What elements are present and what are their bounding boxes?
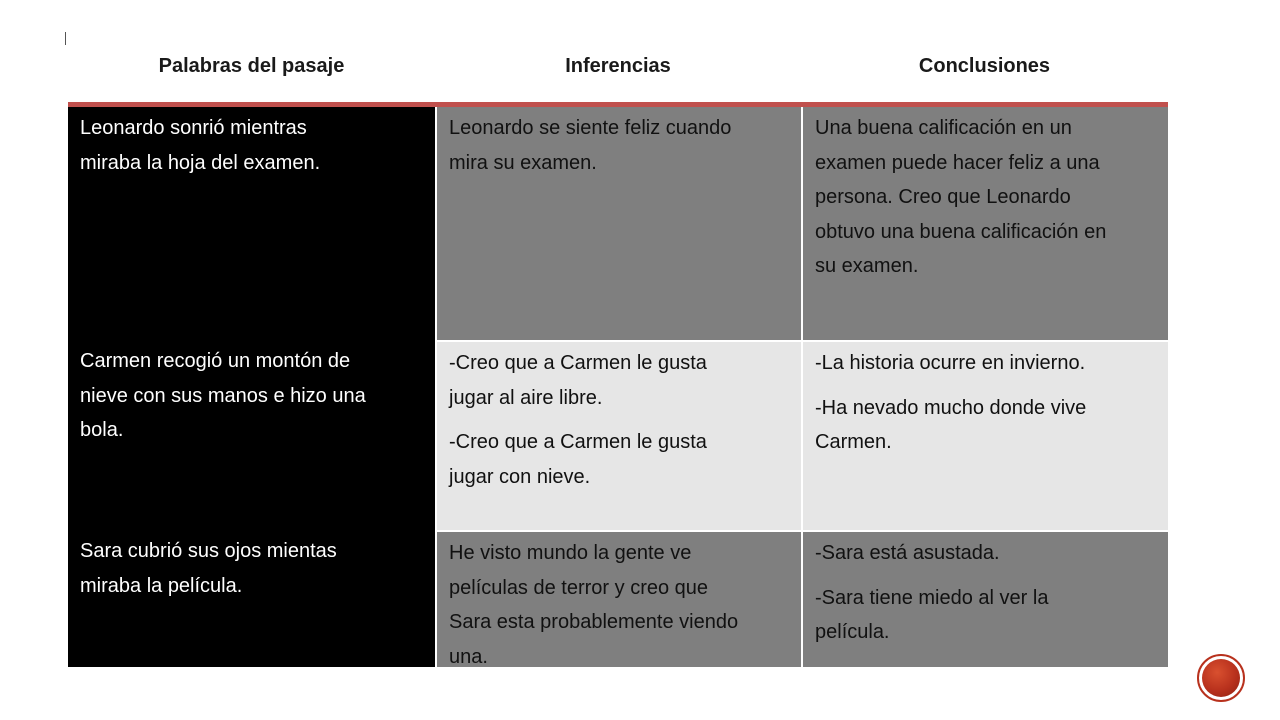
inference-paragraph — [449, 536, 787, 674]
conclusion-line: -Ha nevado mucho donde vive — [815, 396, 1087, 419]
passage-line: bola. — [80, 419, 124, 441]
inference-cell — [435, 530, 801, 667]
inference-line: -Creo que a Carmen le gusta — [449, 352, 707, 374]
inference-table — [68, 30, 1168, 667]
passage-line: miraba la hoja del examen. — [80, 151, 321, 174]
inference-line: Sara esta probablemente viendo — [449, 611, 739, 633]
inference-line: jugar con nieve. — [449, 465, 591, 488]
header-passage: Palabras del pasaje — [158, 54, 345, 77]
conclusion-paragraph — [815, 111, 1154, 284]
header-conclusions: Conclusiones — [918, 54, 1051, 77]
circle-button-icon — [1202, 659, 1240, 697]
conclusion-cell — [801, 340, 1168, 530]
inference-line: jugar al aire libre. — [449, 386, 603, 409]
passage-cell — [68, 340, 435, 530]
inference-line: películas de terror y creo que — [449, 576, 709, 599]
conclusion-paragraph — [815, 581, 1154, 650]
conclusion-line: -Sara tiene miedo al ver la — [815, 586, 1049, 609]
slide-nav-button[interactable] — [1197, 654, 1245, 702]
conclusion-line: -La historia ocurre en invierno. — [815, 352, 1086, 374]
conclusion-cell — [801, 530, 1168, 667]
inference-paragraph — [449, 111, 787, 180]
passage-line: nieve con sus manos e hizo una — [80, 384, 366, 407]
passage-cell — [68, 530, 435, 667]
inference-cell — [435, 340, 801, 530]
inference-line: He visto mundo la gente ve — [449, 542, 692, 564]
passage-line: Sara cubrió sus ojos mientas — [80, 540, 337, 562]
conclusion-paragraph — [815, 391, 1154, 460]
conclusion-line: -Sara está asustada. — [815, 542, 1000, 564]
conclusion-paragraph — [815, 346, 1154, 381]
inference-cell — [435, 107, 801, 340]
passage-line: Carmen recogió un montón de — [80, 350, 351, 372]
table-row — [68, 107, 1168, 340]
table-row — [68, 530, 1168, 667]
conclusion-paragraph — [815, 536, 1154, 571]
text-cursor-mark — [65, 32, 66, 45]
conclusion-cell — [801, 107, 1168, 340]
conclusion-line: su examen. — [815, 255, 919, 277]
conclusion-line: persona. Creo que Leonardo — [815, 186, 1071, 208]
conclusion-line: Una buena calificación en un — [815, 117, 1072, 139]
inference-paragraph — [449, 425, 787, 494]
conclusion-line: película. — [815, 621, 890, 643]
inference-paragraph — [449, 346, 787, 415]
inference-line: -Creo que a Carmen le gusta — [449, 431, 707, 453]
conclusion-line: obtuvo una buena calificación en — [815, 220, 1107, 243]
passage-cell — [68, 107, 435, 340]
passage-line: miraba la película. — [80, 574, 243, 597]
conclusion-line: examen puede hacer feliz a una — [815, 151, 1100, 174]
table-row — [68, 340, 1168, 530]
conclusion-line: Carmen. — [815, 431, 892, 453]
table-header-row — [68, 30, 1168, 102]
header-inferences: Inferencias — [565, 54, 671, 77]
passage-line: Leonardo sonrió mientras — [80, 117, 307, 139]
inference-line: mira su examen. — [449, 151, 597, 174]
inference-line: Leonardo se siente feliz cuando — [449, 117, 732, 139]
inference-line: una. — [449, 645, 488, 668]
